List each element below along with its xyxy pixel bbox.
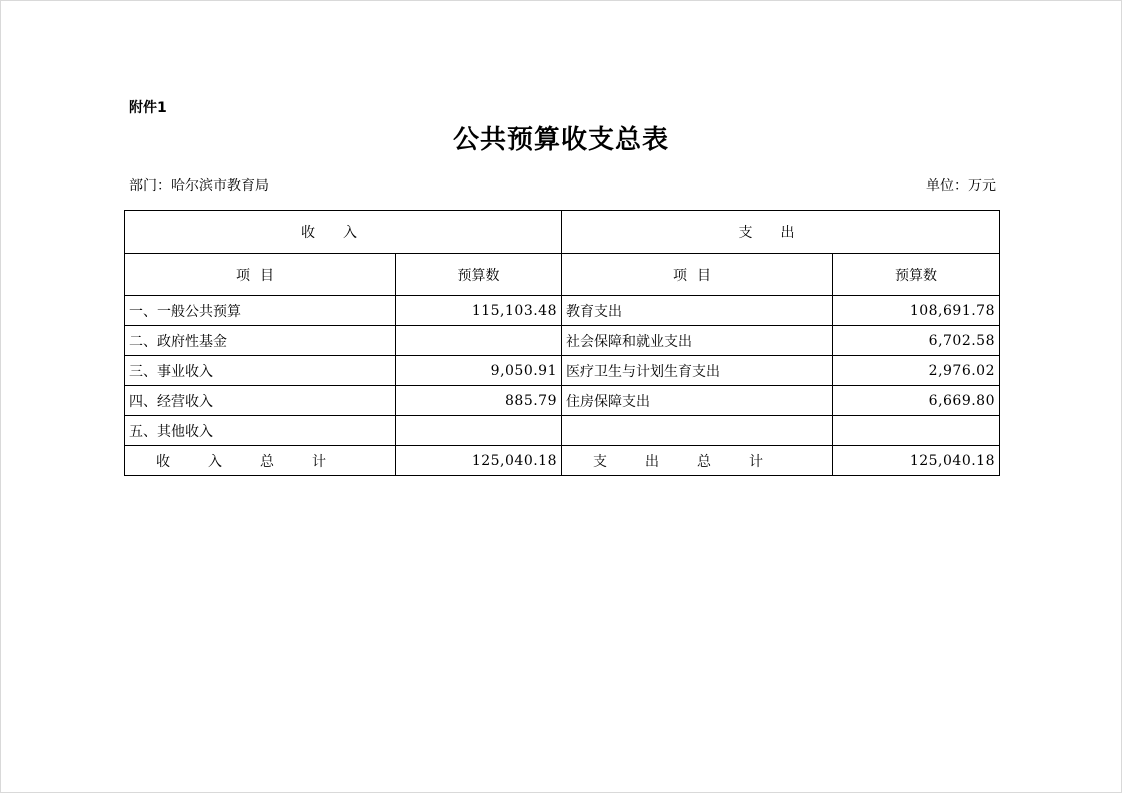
attachment-label: 附件1: [129, 100, 167, 116]
expense-amount: 108,691.78: [833, 296, 1000, 326]
income-amount: 885.79: [396, 386, 562, 416]
department-label: 部门：哈尔滨市教育局: [129, 178, 269, 194]
expense-amount: [833, 416, 1000, 446]
income-item: 五、其他收入: [125, 416, 396, 446]
income-amount: [396, 416, 562, 446]
expense-item: 社会保障和就业支出: [562, 326, 833, 356]
table-row: [125, 326, 1000, 356]
expense-amount: 2,976.02: [833, 356, 1000, 386]
income-total-label: 收入总计: [125, 446, 396, 476]
expense-amount: 6,669.80: [833, 386, 1000, 416]
income-total-amount: 125,040.18: [396, 446, 562, 476]
table-column-header-row: [125, 254, 1000, 296]
expense-total-amount: 125,040.18: [833, 446, 1000, 476]
table-row: [125, 296, 1000, 326]
table-total-row: [125, 446, 1000, 476]
unit-label: 单位：万元: [926, 178, 996, 194]
table-row: [125, 386, 1000, 416]
expense-item: [562, 416, 833, 446]
income-item-header: 项目: [125, 254, 396, 296]
expense-item-header: 项目: [562, 254, 833, 296]
income-amount: 115,103.48: [396, 296, 562, 326]
expense-total-label: 支出总计: [562, 446, 833, 476]
income-amount: [396, 326, 562, 356]
table-row: [125, 356, 1000, 386]
income-item: 一、一般公共预算: [125, 296, 396, 326]
income-group-header: 收入: [125, 211, 562, 254]
expense-group-header: 支出: [562, 211, 1000, 254]
income-item: 二、政府性基金: [125, 326, 396, 356]
expense-item: 医疗卫生与计划生育支出: [562, 356, 833, 386]
expense-item: 住房保障支出: [562, 386, 833, 416]
table-row: [125, 416, 1000, 446]
expense-item: 教育支出: [562, 296, 833, 326]
budget-summary-table: [124, 210, 1000, 476]
income-item: 三、事业收入: [125, 356, 396, 386]
page-title: 公共预算收支总表: [452, 125, 669, 155]
table-group-header-row: [125, 211, 1000, 254]
income-budget-header: 预算数: [396, 254, 562, 296]
expense-budget-header: 预算数: [833, 254, 1000, 296]
income-item: 四、经营收入: [125, 386, 396, 416]
expense-amount: 6,702.58: [833, 326, 1000, 356]
income-amount: 9,050.91: [396, 356, 562, 386]
